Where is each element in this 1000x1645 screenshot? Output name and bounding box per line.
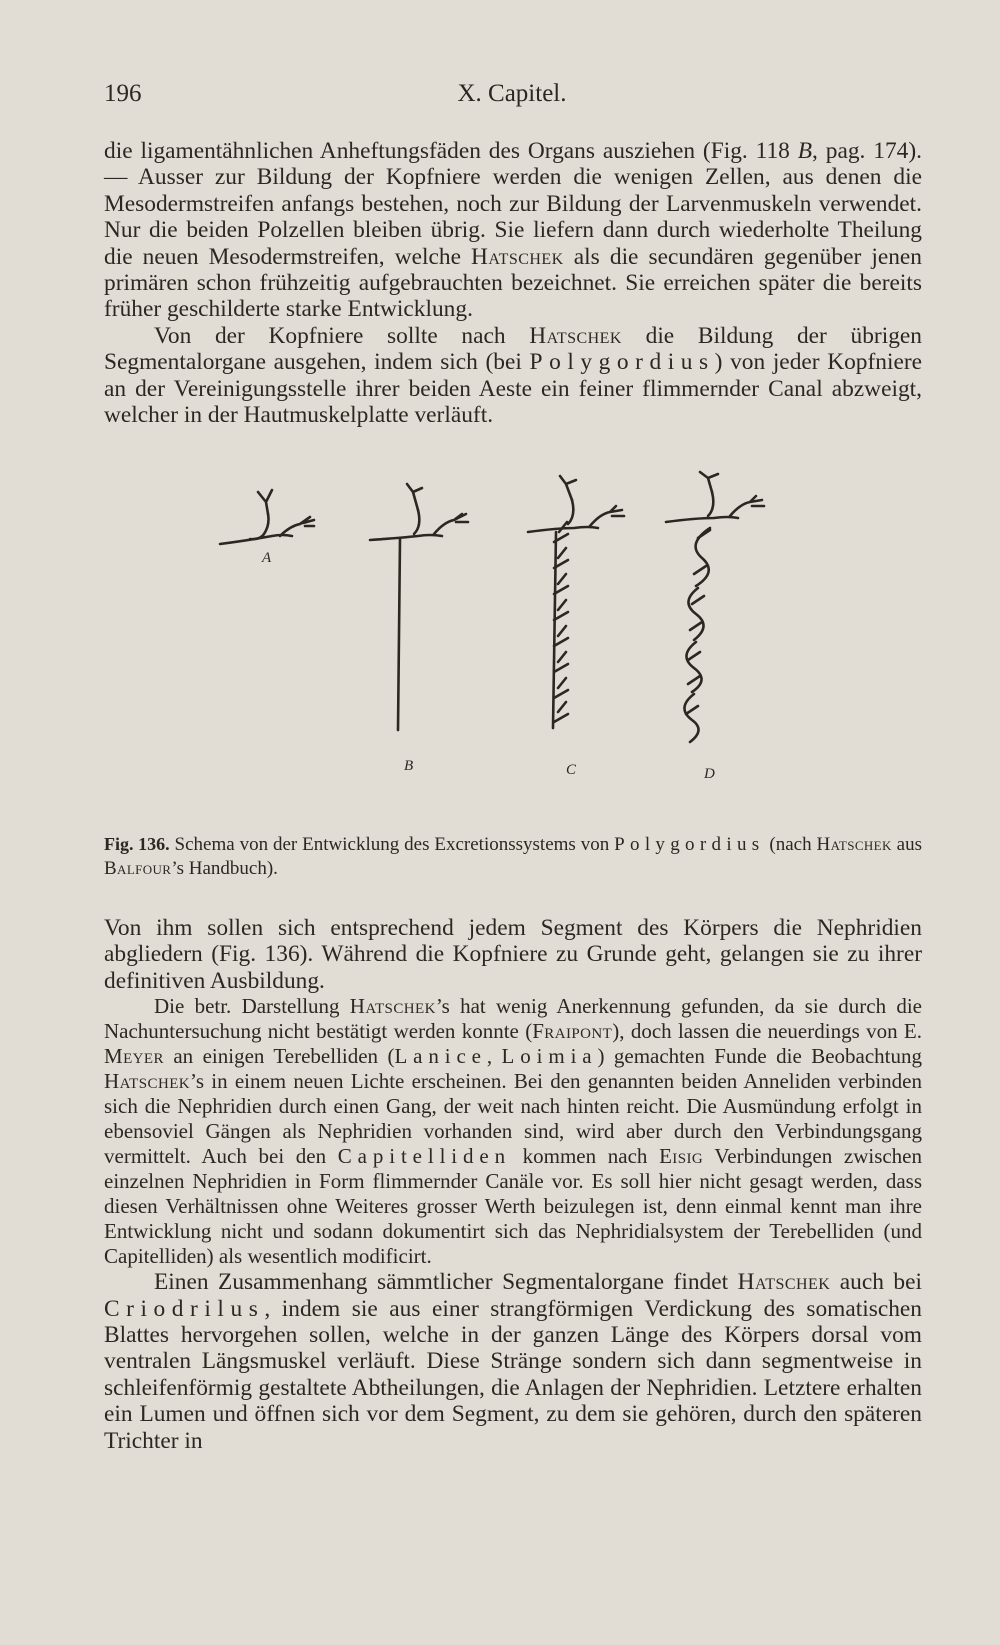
paragraph: Von der Kopfniere sollte nach Hatschek die Bildung der übrigen Segmentalorgane ausgehen, indem sich (bei Polygordius) von jeder Kopfniere an der Vereinigungsstelle ihrer beiden Aeste ein feiner flimmernder Canal abzweigt, welcher in der Hautmuskelplatte verläuft. bbox=[104, 322, 923, 429]
spaced-name: Polygordius bbox=[529, 349, 715, 376]
author-name: Hatschek bbox=[471, 243, 564, 270]
spaced-name: Loimia bbox=[501, 1044, 598, 1069]
paragraph: die ligamentähnlichen Anheftungsfäden des Organs ausziehen (Fig. 118 B, pag. 174). — Ausser zur Bildung der Kopfniere werden die wenigen Zellen, aus denen die Mesodermstreifen anfangs bestehen, noch zur Bildung der Larvenmuskeln verwendet. Nur die beiden Polzellen bleiben übrig. Sie liefern dann durch wiederholte Theilung die neuen Mesodermstreifen, welche Hatschek als die secundären gegenüber jenen primären schon frühzeitig aufgebrauchten bezeichnet. Sie erreichen später die bereits früher geschilderte starke Entwicklung. bbox=[104, 138, 922, 323]
paragraph: Die betr. Darstellung Hatschek’s hat wenig Anerkennung gefunden, da sie durch die Nachuntersuchung nicht bestätigt werden konnte (Fraipont), doch lassen die neuerdings von E. Meyer an einigen Terebelliden (Lanice, Loimia) gemachten Funde die Beobachtung Hatschek’s in einem neuen Lichte erscheinen. Bei den genannten beiden Anneliden verbinden sich die Nephridien durch einen Gang, der weit nach hinten reicht. Die Ausmündung erfolgt in ebensoviel Gängen als Nephridien vorhanden sind, wird aber durch den Verbindungsgang vermittelt. Auch bei den Capitelliden kommen nach Eisig Verbindungen zwischen einzelnen Nephridien in Form flimmernder Canäle vor. Es soll hier nicht gesagt werden, dass diesen Verhältnissen ohne Weiteres grosser Werth beizulegen ist, denn einmal kennt man ihre Entwicklung nicht und sodann dokumentirt sich das Nephridialsystem der Terebelliden (und Capitelliden) als wesentlich modificirt. bbox=[104, 994, 923, 1269]
italic-text: B bbox=[797, 138, 813, 164]
author-name: Hatschek bbox=[349, 994, 436, 1019]
panel-label-c: C bbox=[566, 762, 577, 778]
author-name: Eisig bbox=[659, 1144, 704, 1169]
figure-label: Fig. 136. bbox=[104, 834, 170, 854]
page-number: 196 bbox=[104, 80, 142, 107]
figure-caption bbox=[104, 832, 922, 881]
author-name: Meyer bbox=[104, 1044, 164, 1069]
figure-136 bbox=[210, 470, 820, 815]
spaced-name: Lanice bbox=[394, 1044, 487, 1069]
author-name: Hatschek bbox=[737, 1269, 831, 1296]
paragraph: Einen Zusammenhang sämmtlicher Segmentalorgane findet Hatschek auch bei Criodrilus, indem sie aus einer strangförmigen Verdickung des somatischen Blattes hervorgehen sollen, welche in der ganzen Länge des Körpers dorsal vom ventralen Längsmuskel verläuft. Diese Stränge sondern sich dann segmentweise in schleifenförmig gestaltete Abtheilungen, die Anlagen der Nephridien. Letztere erhalten ein Lumen und öffnen sich vor dem Segment, zu dem sie gehören, durch den späteren Trichter in bbox=[104, 1269, 922, 1454]
caption-text: Schema von der Entwicklung des Excretionssystems von Polygordius (nach Hatschek aus Balfour’s Handbuch). bbox=[104, 834, 922, 879]
author-name: Hatschek bbox=[529, 322, 622, 349]
nephridia-schema-illustration bbox=[210, 470, 820, 815]
bottom-text-block bbox=[104, 915, 922, 1454]
author-name: Hatschek bbox=[816, 834, 892, 855]
spaced-name: Polygordius bbox=[614, 834, 765, 855]
top-text-block bbox=[104, 138, 922, 428]
panel-label-a: A bbox=[262, 550, 272, 566]
panel-c-drawing bbox=[528, 476, 624, 728]
panel-a-drawing bbox=[220, 490, 314, 544]
author-name: Balfour bbox=[104, 858, 172, 879]
panel-d-drawing bbox=[666, 472, 764, 742]
panel-label-d: D bbox=[704, 766, 715, 782]
author-name: Hatschek bbox=[104, 1069, 191, 1094]
author-name: Fraipont bbox=[532, 1019, 613, 1044]
spaced-name: Criodrilus bbox=[104, 1295, 265, 1322]
panel-b-drawing bbox=[370, 484, 468, 730]
paragraph: Von ihm sollen sich entsprechend jedem Segment des Körpers die Nephridien abgliedern (Fig. 136). Während die Kopfniere zu Grunde geht, gelangen sie zu ihrer definitiven Ausbildung. bbox=[104, 915, 922, 994]
page-header bbox=[104, 80, 920, 112]
chapter-title: X. Capitel. bbox=[457, 80, 567, 107]
panel-label-b: B bbox=[404, 758, 414, 774]
spaced-name: Capitelliden bbox=[337, 1144, 511, 1169]
